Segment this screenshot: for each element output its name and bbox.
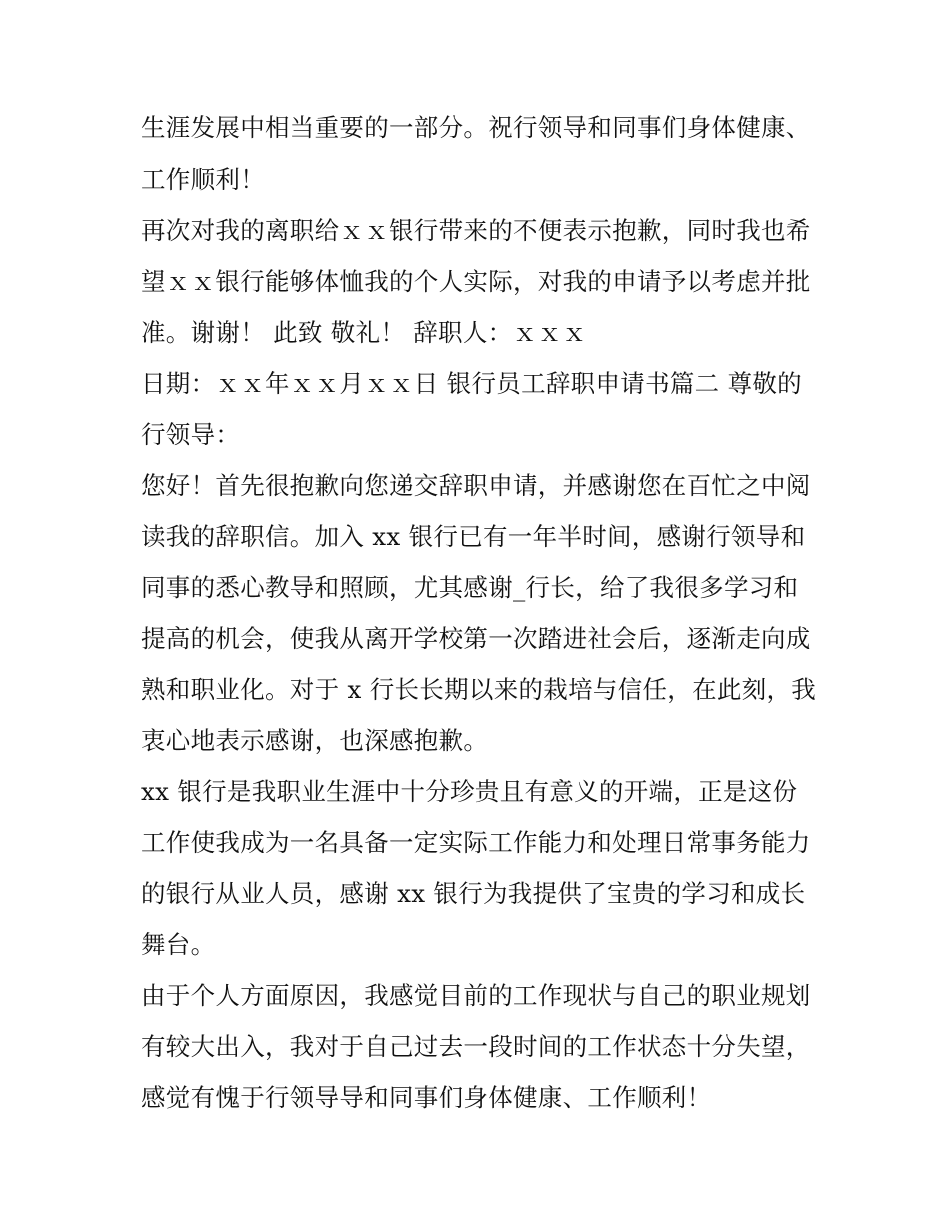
text-line: 由于个人方面原因，我感觉目前的工作现状与自己的职业规划 (141, 981, 811, 1010)
text-line: 熟和职业化。对于 x 行长长期以来的栽培与信任，在此刻，我 (141, 675, 817, 704)
text-line: 感觉有愧于行领导导和同事们身体健康、工作顺利！ (141, 1083, 712, 1112)
text-line: 望ｘｘ银行能够体恤我的个人实际，对我的申请予以考虑并批 (141, 267, 811, 296)
text-line: 读我的辞职信。加入 xx 银行已有一年半时间，感谢行领导和 (141, 522, 806, 551)
text-line: 舞台。 (141, 930, 216, 959)
text-line: 您好！首先很抱歉向您递交辞职申请，并感谢您在百忙之中阅 (141, 471, 811, 500)
text-line: 的银行从业人员，感谢 xx 银行为我提供了宝贵的学习和成长 (141, 879, 806, 908)
text-line: 工作使我成为一名具备一定实际工作能力和处理日常事务能力 (141, 828, 811, 857)
text-line: 日期：ｘｘ年ｘｘ月ｘｘ日 银行员工辞职申请书篇二 尊敬的 (141, 369, 802, 398)
text-line: 提高的机会，使我从离开学校第一次踏进社会后，逐渐走向成 (141, 624, 811, 653)
text-line: 工作顺利！ (141, 165, 265, 194)
text-line: 行领导： (141, 420, 241, 449)
text-line: 准。谢谢！ 此致 敬礼！ 辞职人：ｘｘｘ (141, 318, 587, 347)
text-line: 再次对我的离职给ｘｘ银行带来的不便表示抱歉，同时我也希 (141, 216, 811, 245)
text-line: 衷心地表示感谢，也深感抱歉。 (141, 726, 489, 755)
text-line: 生涯发展中相当重要的一部分。祝行领导和同事们身体健康、 (141, 113, 811, 142)
text-line: 有较大出入，我对于自己过去一段时间的工作状态十分失望， (141, 1032, 811, 1061)
text-line: 同事的悉心教导和照顾，尤其感谢_行长，给了我很多学习和 (141, 573, 799, 602)
text-line: xx 银行是我职业生涯中十分珍贵且有意义的开端，正是这份 (141, 777, 798, 806)
